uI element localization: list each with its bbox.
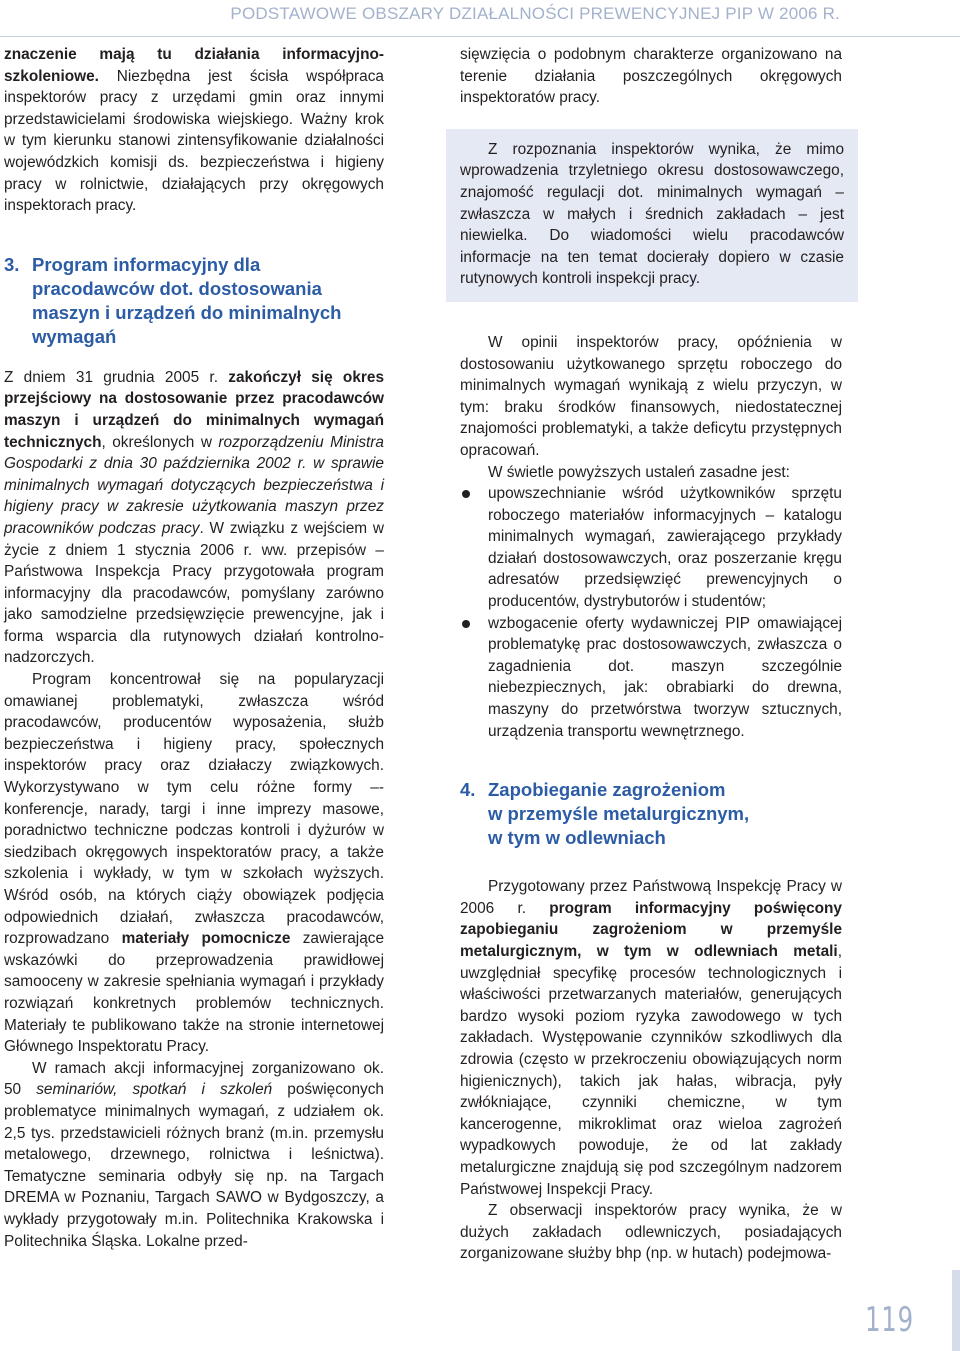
p1-bold: zakończył się okres przejściowy na dostosowanie przez pracodawców maszyn i urządzeń do minimalnych wymagań technicznych <box>4 368 384 451</box>
p2-text-b: zawierające wskazówki do przeprowadzenia prawidłowej samooceny w zakresie spełniania wymagań i przykłady rozwiązań konkretnych problemów technicznych. Materiały te publikowano także na stronie internetowej Głównego Inspektoratu Pracy. <box>4 930 385 1056</box>
section-4-title-line1: Zapobieganie zagrożeniom <box>488 779 726 801</box>
p1-text-c: . W związku z wejściem w życie z dniem 1 stycznia 2006 r. ww. przepisów – Państwowa Inspekcja Pracy przygotowała program informacyjny dla pracodawców, pomyślany zarówno jako samodzielne przedsięwzięcie prewencyjne, jak i forma wsparcia dla rutynowych działań kontrolno-nadzorczych. <box>4 519 384 667</box>
left-column <box>4 44 384 1252</box>
right-paragraph-2: W świetle powyższych ustaleń zasadne jest: <box>488 463 790 481</box>
right-paragraph-0: sięwzięcia o podobnym charakterze organizowano na terenie działania poszczególnych okręgowych inspektoratów pracy. <box>460 46 842 107</box>
p1-text-a: Z dniem 31 grudnia 2005 r. <box>4 368 229 386</box>
highlight-box <box>446 129 858 302</box>
section-4-heading <box>460 778 842 850</box>
section-4-paragraph-2: Z obserwacji inspektorów pracy wynika, że w dużych zakładach odlewniczych, posiadających zorganizowane służby bhp (np. w hutach) podejmowa- <box>460 1202 842 1263</box>
p2-bold: materiały pomocnicze <box>121 930 291 948</box>
p3-text-b: poświęconych problematyce minimalnych wymagań, z udziałem ok. 2,5 tys. przedstawicieli różnych branż (m.in. przemysłu metalowego, drzewnego, rolnictwa i leśnictwa). Tematyczne seminaria odbyły się np. na Targach DREMA w Poznaniu, Targach SAWO w Bydgoszczy, a wykłady przygotowały m.in. Politechnika Krakowska i Politechnika Śląska. Lokalne przed- <box>4 1081 384 1250</box>
right-paragraph-1: W opinii inspektorów pracy, opóźnienia w dostosowaniu użytkowanego sprzętu roboczego do minimalnych wymagań wynikają z wielu przyczyn, w tym: braku środków finansowych, niedostatecznej znajomości problematyki, a także deficytu przystępnych opracowań. <box>460 333 842 459</box>
p3-text-a: W ramach akcji informacyjnej zorganizowano ok. 50 <box>4 1059 384 1099</box>
section-3-title-rest: pracodawców dot. dostosowania maszyn i urządzeń do minimalnych wymagań <box>32 277 342 347</box>
right-column <box>460 44 842 1265</box>
section-4-paragraph-1 <box>460 876 842 1200</box>
section-3-title-line1: Program informacyjny dla <box>32 253 261 275</box>
highlight-box-text: Z rozpoznania inspektorów wynika, że mimo wprowadzenia trzyletniego okresu dostosowawczego, znajomość regulacji dot. minimalnych wymagań – zwłaszcza w małych i średnich zakładach – jest niewielka. Do wiadomości wielu pracodawców informacje na ten temat docierały dopiero w czasie rutynowych kontroli inspekcji pracy. <box>460 140 844 288</box>
p2-text-a: Program koncentrował się na popularyzacji omawianej problematyki, zwłaszcza wśród pracodawców, producentów wyposażenia, służb bezpieczeństwa i higieny pracy, społecznych inspektorów pracy oraz działaczy związkowych. Wykorzystywano w tym celu różne formy –- konferencje, narady, targi i inne imprezy masowe, poradnictwo techniczne podczas kontroli i dyżurów w siedzibach okręgowych inspektoratów pracy, a także szkolenia i wykłady, w tym w szkołach wyższych. Wśród osób, na których ciąży obowiązek podjęcia odpowiednich działań, zwłaszcza pracodawców, rozprowadzano <box>4 671 384 948</box>
header-divider <box>0 36 960 37</box>
list-item: upowszechnianie wśród użytkowników sprzętu roboczego materiałów informacyjnych – katalogu minimalnych wymagań, zawierającego przykłady działań dostosowawczych, oraz poszerzanie kręgu adresatów przedsięwzięć prewencyjnych o producentów, dystrybutorów i studentów; <box>460 483 842 613</box>
section-3-heading <box>4 253 384 349</box>
intro-paragraph <box>4 44 384 217</box>
running-header: PODSTAWOWE OBSZARY DZIAŁALNOŚCI PREWENCYJNEJ PIP W 2006 R. <box>230 4 840 23</box>
intro-bold-text: znaczenie mają tu działania informacyjno-szkoleniowe. <box>4 46 384 85</box>
s4-text-a: Przygotowany przez Państwową Inspekcję Pracy w 2006 r. <box>460 878 842 917</box>
list-item: wzbogacenie oferty wydawniczej PIP omawiającej problematykę prac dostosowawczych, zwłaszcza o zagadnienia dot. maszyn szczególnie niebezpiecznych, jak: obrabiarki do drewna, maszyny do przetwórstwa tworzyw sztucznych, urządzenia transportu wewnętrznego. <box>460 613 842 743</box>
page-number: 119 <box>865 1300 914 1340</box>
page-edge-tab <box>952 1270 960 1351</box>
recommendation-list <box>460 483 842 742</box>
p1-text-b: , określonych w <box>101 433 219 451</box>
section-4-title-line3: w tym w odlewniach <box>488 827 666 849</box>
section-3-number: 3. <box>4 253 20 275</box>
section-3-paragraph-2 <box>4 669 384 1058</box>
s4-bold: program informacyjny poświęcony zapobieganiu zagrożeniom w przemyśle metalurgicznym, w tym w odlewniach metali <box>460 899 842 960</box>
s4-text-b: , uwzględniał specyfikę procesów technologicznych i właściwości przetwarzanych materiałów, generujących bardzo wysoki poziom ryzyka zawodowego w tych zakładach. Występowanie czynników szkodliwych dla zdrowia (często w przekroczeniu obowiązujących norm higienicznych), takich jak hałas, wibracja, pyły zwłókniające, czynniki chemiczne, w tym kancerogenne, mikroklimat oraz wieloa zagrożeń wypadkowych powoduje, że od lat zakłady metalurgiczne znajdują się pod szczególnym nadzorem Państwowej Inspekcji Pracy. <box>460 943 842 1198</box>
p1-italic: rozporządzeniu Ministra Gospodarki z dnia 30 października 2002 r. w sprawie minimalnych wymagań dotyczących bezpieczeństwa i higieny pracy w zakresie użytkowania maszyn przez pracowników podczas pracy <box>4 433 384 537</box>
section-4-number: 4. <box>460 779 476 801</box>
section-3-paragraph-1 <box>4 367 384 669</box>
section-3-paragraph-3 <box>4 1058 384 1252</box>
section-4-title-line2: w przemyśle metalurgicznym, <box>488 803 750 825</box>
p3-italic: seminariów, spotkań i szkoleń <box>36 1081 273 1099</box>
intro-text: Niezbędna jest ścisła współpraca inspektorów pracy z urzędami gmin oraz innymi przedstawicielami środowiska wiejskiego. Ważny krok w tym kierunku stanowi zintensyfikowanie działalności wojewódzkich komisji ds. bezpieczeństwa i higieny pracy w rolnictwie, działających przy okręgowych inspektorach pracy. <box>4 67 384 215</box>
